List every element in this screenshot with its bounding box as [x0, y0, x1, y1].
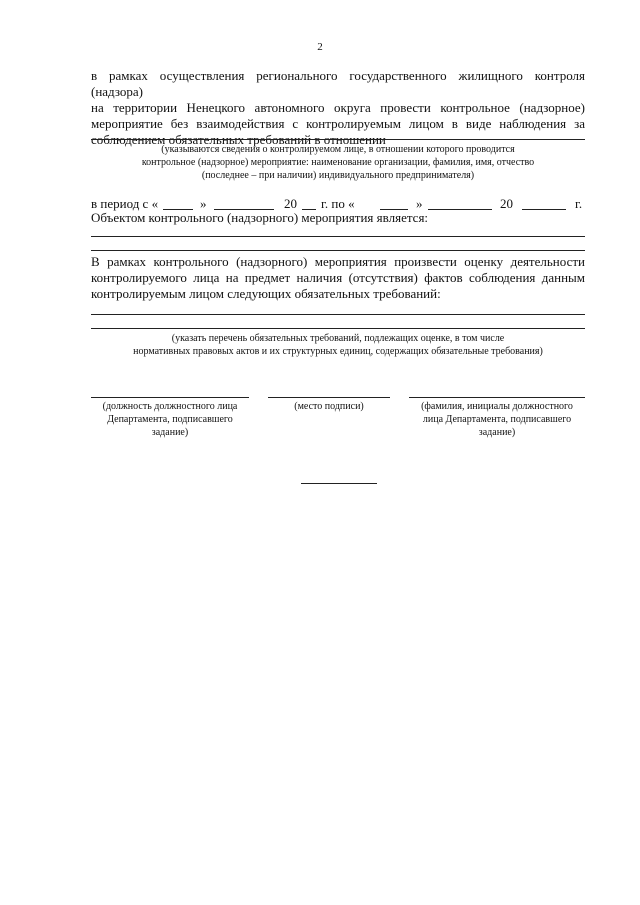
intro-line: мероприятие без взаимодействия с контролируемым лицом в виде наблюдения за — [91, 116, 585, 131]
requirements-fill-line — [91, 328, 585, 329]
caption-line: Департамента, подписавшего — [107, 414, 233, 425]
object-label — [91, 210, 585, 226]
caption-line: (фамилия, инициалы должностного — [421, 401, 573, 412]
period-mid: г. по « — [321, 196, 355, 211]
period-close-quote: » — [416, 196, 423, 211]
intro-paragraph — [91, 68, 585, 148]
object-fill-line — [91, 236, 585, 237]
subject-caption — [91, 143, 585, 182]
period-suffix: г. — [575, 196, 583, 211]
place-signature-line — [268, 397, 390, 398]
caption-line: (место подписи) — [294, 401, 364, 412]
position-caption — [89, 400, 251, 439]
assessment-line: контролируемого лица на предмет наличия (отсутствия) фактов соблюдения данным — [91, 270, 585, 285]
assessment-paragraph — [91, 254, 585, 302]
object-label-text: Объектом контрольного (надзорного) мероприятия является: — [91, 210, 429, 225]
period-year-prefix: 20 — [500, 196, 513, 211]
caption-line: (должность должностного лица — [102, 401, 238, 412]
caption-line: (последнее – при наличии) индивидуального предпринимателя) — [201, 170, 475, 181]
subject-fill-line — [91, 139, 585, 140]
caption-line: (указать перечень обязательных требований, подлежащих оценке, в том числе — [171, 333, 505, 344]
period-prefix: в период с « — [91, 196, 159, 211]
position-signature-line — [91, 397, 249, 398]
intro-line: в рамках осуществления регионального государственного жилищного контроля (надзора) — [91, 68, 585, 99]
caption-line: лица Департамента, подписавшего — [422, 414, 572, 425]
requirements-fill-line — [91, 314, 585, 315]
name-caption — [405, 400, 589, 439]
period-year-prefix: 20 — [284, 196, 297, 211]
page-number: 2 — [317, 41, 323, 53]
object-fill-line — [91, 250, 585, 251]
requirements-caption — [91, 332, 585, 358]
caption-line: (указываются сведения о контролируемом лице, в отношении которого проводится — [161, 144, 515, 155]
end-divider — [301, 483, 377, 484]
caption-line: контрольное (надзорное) мероприятие: наименование организации, фамилия, имя, отчество — [141, 157, 535, 168]
period-close-quote: » — [200, 196, 207, 211]
caption-line: задание) — [478, 427, 516, 438]
intro-line: соблюдением обязательных требований в отношении — [91, 132, 386, 147]
caption-line: нормативных правовых актов и их структурных единиц, содержащих обязательные требования) — [133, 346, 543, 357]
assessment-line: В рамках контрольного (надзорного) мероприятия произвести оценку деятельности — [91, 254, 585, 269]
name-signature-line — [409, 397, 585, 398]
intro-line: на территории Ненецкого автономного округа провести контрольное (надзорное) — [91, 100, 585, 115]
assessment-line: контролируемым лицом следующих обязательных требований: — [91, 286, 441, 301]
place-caption — [268, 400, 390, 413]
caption-line: задание) — [151, 427, 189, 438]
